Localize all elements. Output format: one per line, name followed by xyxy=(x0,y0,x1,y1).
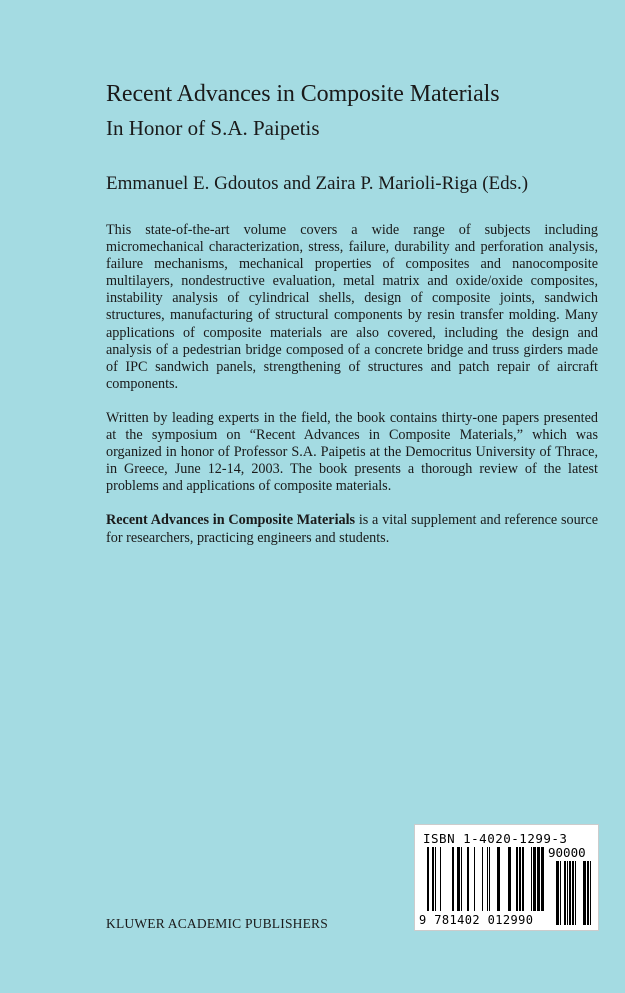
book-subtitle: In Honor of S.A. Paipetis xyxy=(106,116,320,140)
isbn-label: ISBN 1-4020-1299-3 xyxy=(423,831,568,846)
blurb xyxy=(106,222,598,564)
barcode-addon-number: 90000 xyxy=(548,845,586,860)
blurb-paragraph-3-text: is a vital supplement and reference source for researchers, practicing engineers and students. xyxy=(106,512,598,546)
ean-number: 9 781402 012990 xyxy=(419,913,534,927)
blurb-paragraph-2: Written by leading experts in the field, the book contains thirty-one papers presented at the symposium on “Recent Advances in Composite Materials,” which was organized in honor of Professor S.A. Paipetis at the Democritus University of Thrace, in Greece, June 12-14, 2003. The book presents a thorough review of the latest problems and applications of composite materials. xyxy=(106,409,598,495)
book-title: Recent Advances in Composite Materials xyxy=(106,81,500,107)
publisher-name: KLUWER ACADEMIC PUBLISHERS xyxy=(106,916,328,931)
blurb-paragraph-3 xyxy=(106,512,598,546)
blurb-paragraph-1: This state-of-the-art volume covers a wide range of subjects including micromechanical characterization, stress, failure, durability and perforation analysis, failure mechanisms, mechanical properties of composites and nanocomposite multilayers, nondestructive evaluation, metal matrix and oxide/oxide composites, instability analysis of cylindrical shells, design of composite joints, sandwich structures, manufacturing of structural components by resin transfer molding. Many applications of composite materials are also covered, including the design and analysis of a pedestrian bridge composed of a concrete bridge and truss girders made of IPC sandwich panels, strengthening of structures and patch repair of aircraft components. xyxy=(106,222,598,392)
book-editors: Emmanuel E. Gdoutos and Zaira P. Marioli-Riga (Eds.) xyxy=(106,173,529,194)
isbn-barcode xyxy=(414,824,599,931)
blurb-bold-title: Recent Advances in Composite Materials xyxy=(106,512,356,529)
